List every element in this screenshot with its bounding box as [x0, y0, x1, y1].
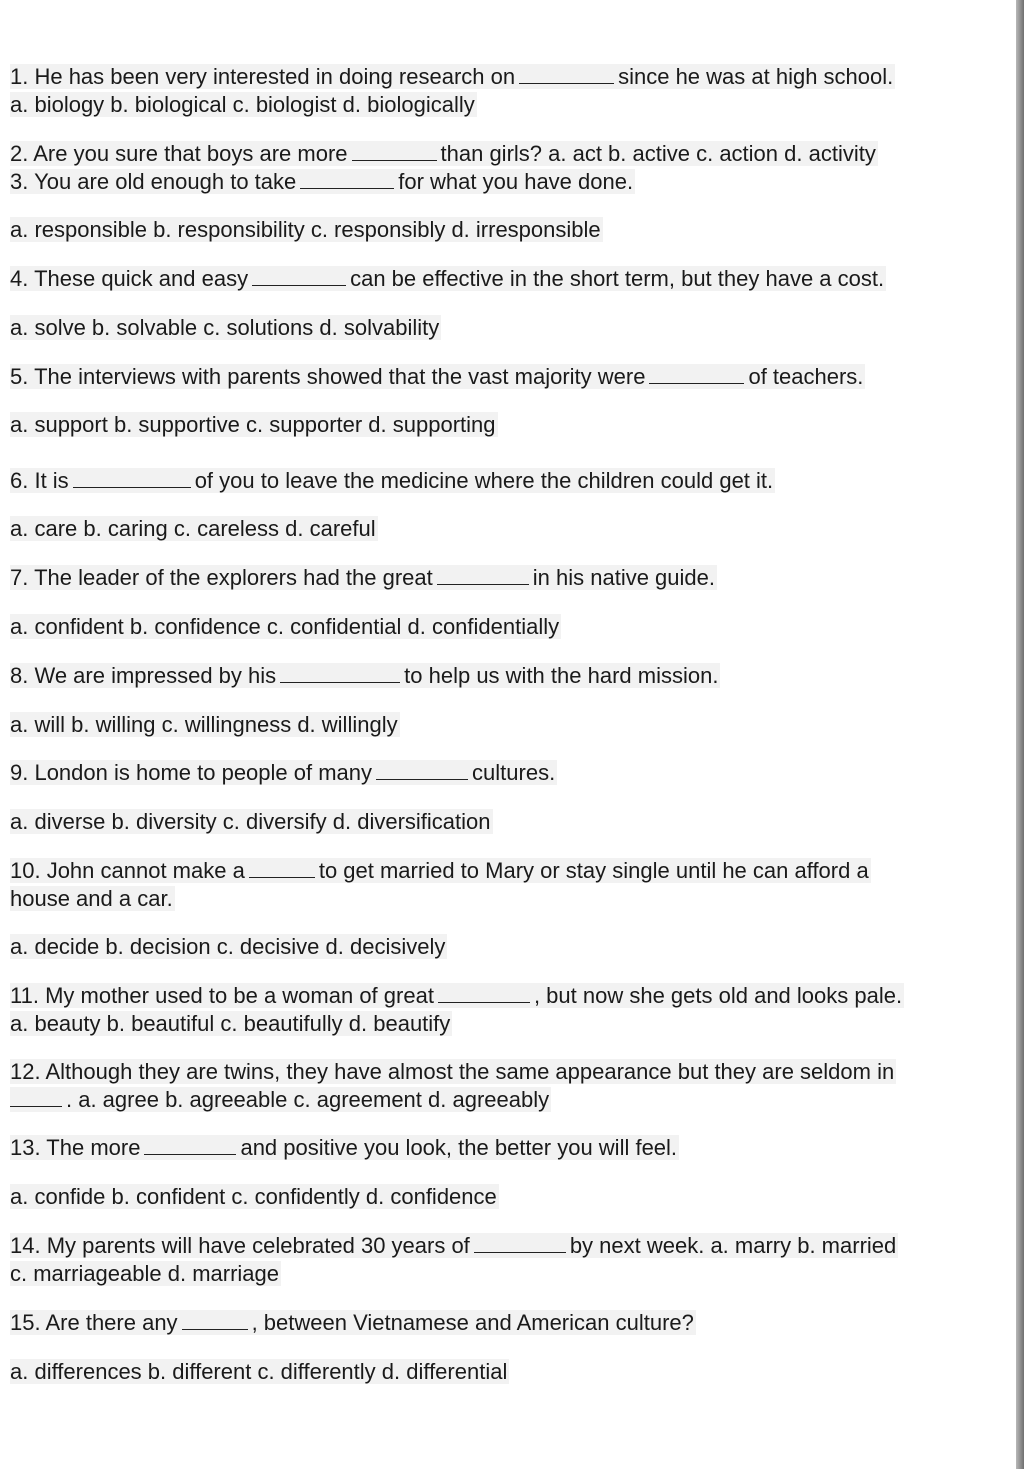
q9-stem-after: cultures.	[472, 760, 556, 785]
q8-options: a. will b. willing c. willingness d. willingly	[10, 712, 398, 737]
q1-options: a. biology b. biological c. biologist d. biologically	[10, 92, 475, 117]
q9-stem-before: 9. London is home to people of many	[10, 760, 373, 785]
question-4	[10, 265, 886, 293]
q13-blank	[144, 1136, 236, 1155]
q7-stem-after: in his native guide.	[532, 565, 715, 590]
q3-blank	[300, 170, 394, 189]
question-9	[10, 759, 557, 787]
q2-blank	[352, 142, 437, 161]
q10-stem-after: to get married to Mary or stay single until he can afford a	[318, 858, 869, 883]
q9-blank	[376, 761, 468, 780]
question-8	[10, 662, 720, 690]
q11-stem-before: 11. My mother used to be a woman of great	[10, 983, 434, 1008]
q10-stem-before: 10. John cannot make a	[10, 858, 245, 883]
q11-options: a. beauty b. beautiful c. beautifully d. beautify	[10, 1011, 451, 1036]
q10-blank	[249, 859, 315, 878]
q15-options: a. differences b. different c. differently d. differential	[10, 1359, 508, 1384]
question-1	[10, 63, 895, 91]
page-edge-shadow	[1016, 0, 1024, 1469]
q13-stem-before: 13. The more	[10, 1135, 141, 1160]
question-6	[10, 467, 775, 495]
q15-blank	[182, 1311, 248, 1330]
q12-stem-line1: 12. Although they are twins, they have almost the same appearance but they are seldom in	[10, 1059, 895, 1084]
q14-blank	[474, 1234, 566, 1253]
q3-options: a. responsible b. responsibility c. responsibly d. irresponsible	[10, 217, 601, 242]
q5-blank	[649, 365, 744, 384]
q11-stem-after: , but now she gets old and looks pale.	[533, 983, 903, 1008]
q4-stem-after: can be effective in the short term, but they have a cost.	[350, 266, 885, 291]
question-7	[10, 564, 717, 592]
q13-options: a. confide b. confident c. confidently d. confidence	[10, 1184, 497, 1209]
q14-stem-after: by next week. a. marry b. married	[569, 1233, 897, 1258]
q14-stem-line2: c. marriageable d. marriage	[10, 1261, 280, 1286]
question-3	[10, 168, 635, 196]
q15-stem-before: 15. Are there any	[10, 1310, 178, 1335]
q1-stem-after: since he was at high school.	[618, 64, 894, 89]
q11-blank	[438, 984, 530, 1003]
q5-options: a. support b. supportive c. supporter d. supporting	[10, 412, 496, 437]
q1-blank	[519, 65, 614, 84]
q3-stem-after: for what you have done.	[398, 169, 634, 194]
q4-stem-before: 4. These quick and easy	[10, 266, 249, 291]
q14-stem-before: 14. My parents will have celebrated 30 years of	[10, 1233, 470, 1258]
q13-stem-after: and positive you look, the better you will feel.	[240, 1135, 678, 1160]
q8-stem-after: to help us with the hard mission.	[404, 663, 719, 688]
q15-stem-after: , between Vietnamese and American culture?	[251, 1310, 694, 1335]
q4-blank	[252, 267, 346, 286]
q12-blank	[10, 1088, 62, 1107]
q5-stem-after: of teachers.	[748, 364, 864, 389]
q6-blank	[73, 469, 191, 488]
question-2	[10, 140, 878, 168]
q8-blank	[280, 664, 400, 683]
q7-stem-before: 7. The leader of the explorers had the great	[10, 565, 433, 590]
q2-stem-before: 2. Are you sure that boys are more	[10, 141, 348, 166]
question-11	[10, 982, 904, 1010]
q1-stem-before: 1. He has been very interested in doing research on	[10, 64, 516, 89]
question-14	[10, 1232, 898, 1260]
q12-stem-after: . a. agree b. agreeable c. agreement d. agreeably	[66, 1087, 550, 1112]
q8-stem-before: 8. We are impressed by his	[10, 663, 277, 688]
q6-options: a. care b. caring c. careless d. careful	[10, 516, 376, 541]
q10-options: a. decide b. decision c. decisive d. decisively	[10, 934, 446, 959]
q10-stem-line2: house and a car.	[10, 886, 173, 911]
question-12	[10, 1058, 896, 1086]
q3-stem-before: 3. You are old enough to take	[10, 169, 297, 194]
q9-options: a. diverse b. diversity c. diversify d. diversification	[10, 809, 491, 834]
question-5	[10, 363, 865, 391]
q7-options: a. confident b. confidence c. confidential d. confidentially	[10, 614, 560, 639]
q2-stem-after: than girls? a. act b. active c. action d. activity	[440, 141, 876, 166]
q6-stem-before: 6. It is	[10, 468, 69, 493]
question-13	[10, 1134, 679, 1162]
q7-blank	[437, 566, 529, 585]
q4-options: a. solve b. solvable c. solutions d. solvability	[10, 315, 440, 340]
question-10	[10, 857, 871, 885]
q6-stem-after: of you to leave the medicine where the children could get it.	[194, 468, 774, 493]
q5-stem-before: 5. The interviews with parents showed that the vast majority were	[10, 364, 646, 389]
question-15	[10, 1309, 696, 1337]
q12-stem-line2	[10, 1086, 551, 1114]
